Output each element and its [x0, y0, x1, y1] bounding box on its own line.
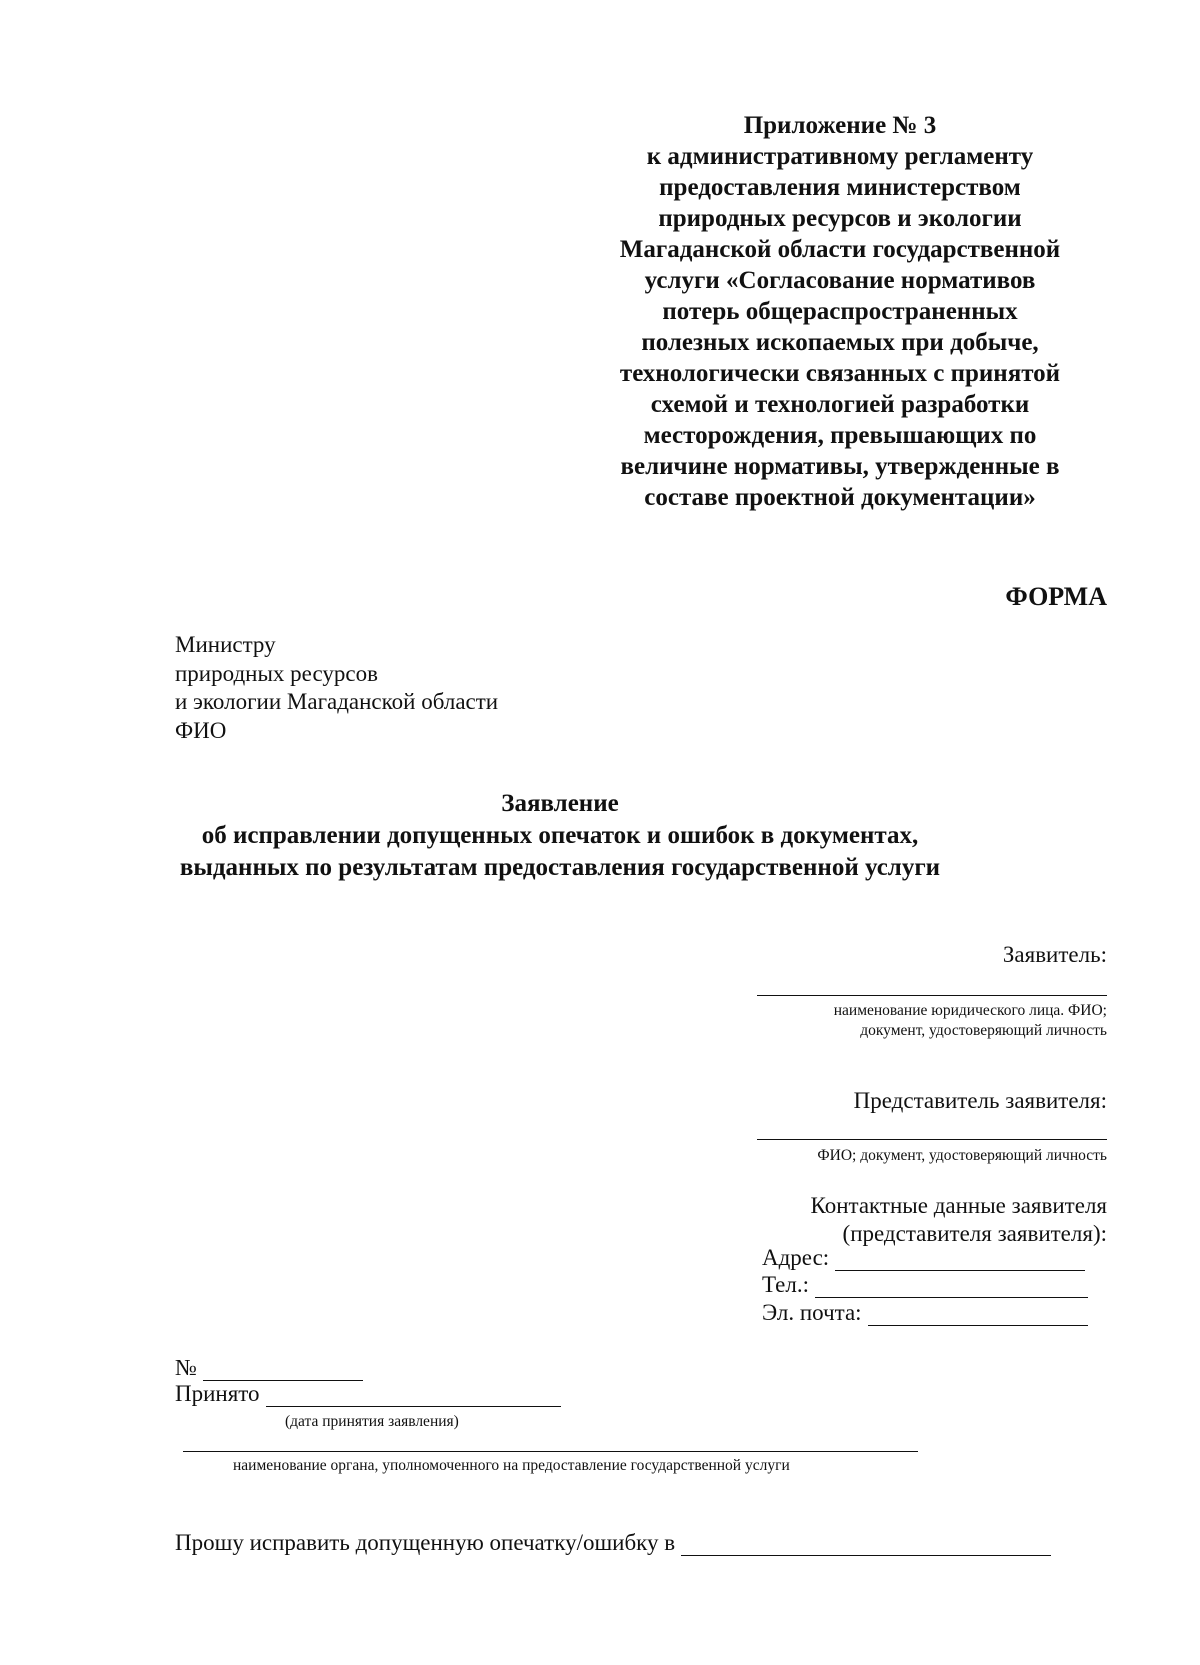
appendix-line: полезных ископаемых при добыче,	[641, 329, 1039, 356]
address-row	[762, 1245, 1085, 1271]
number-field[interactable]	[203, 1358, 363, 1381]
contacts-heading	[811, 1192, 1107, 1248]
email-field[interactable]	[868, 1303, 1088, 1326]
request-row	[175, 1530, 1051, 1556]
title-line: Заявление	[501, 790, 619, 817]
number-row	[175, 1355, 363, 1381]
addressee-line: природных ресурсов	[175, 660, 378, 686]
accepted-row	[175, 1381, 561, 1407]
appendix-line: технологически связанных с принятой	[619, 360, 1061, 387]
applicant-field[interactable]	[757, 995, 1107, 996]
address-field[interactable]	[835, 1248, 1085, 1271]
appendix-line: схемой и технологией разработки	[650, 391, 1030, 418]
address-label: Адрес:	[762, 1245, 830, 1270]
appendix-line: предоставления министерством	[659, 174, 1021, 201]
addressee-line: и экологии Магаданской области	[175, 689, 499, 714]
title-line: об исправлении допущенных опечаток и ошибок в документах,	[201, 822, 919, 849]
representative-label: Представитель заявителя:	[853, 1088, 1107, 1113]
appendix-line: потерь общераспространенных	[662, 298, 1018, 325]
caption-line: документ, удостоверяющий личность	[860, 1022, 1107, 1039]
accepted-label: Принято	[175, 1381, 260, 1406]
email-row	[762, 1300, 1088, 1326]
accepted-caption: (дата принятия заявления)	[285, 1413, 459, 1430]
form-label: ФОРМА	[1005, 582, 1107, 611]
appendix-line: Приложение № 3	[743, 112, 937, 139]
appendix-line: величине нормативы, утвержденные в	[620, 453, 1060, 480]
phone-field[interactable]	[815, 1275, 1088, 1298]
contacts-line: Контактные данные заявителя	[810, 1193, 1107, 1218]
email-label: Эл. почта:	[762, 1300, 862, 1325]
document-title	[160, 788, 960, 884]
phone-label: Тел.:	[762, 1272, 809, 1297]
number-label: №	[175, 1355, 197, 1380]
representative-caption: ФИО; документ, удостоверяющий личность	[817, 1147, 1107, 1164]
applicant-label: Заявитель:	[1002, 942, 1107, 967]
addressee-line: ФИО	[175, 717, 227, 743]
appendix-line: месторождения, превышающих по	[643, 422, 1037, 449]
appendix-header	[590, 110, 1090, 513]
title-line: выданных по результатам предоставления государственной услуги	[179, 854, 941, 881]
organ-field[interactable]	[183, 1451, 918, 1452]
addressee-line: Министру	[175, 632, 276, 657]
phone-row	[762, 1272, 1088, 1298]
appendix-line: природных ресурсов и экологии	[658, 205, 1022, 232]
appendix-line: Магаданской области государственной	[619, 236, 1061, 263]
request-text: Прошу исправить допущенную опечатку/ошибку в	[175, 1530, 676, 1555]
representative-field[interactable]	[757, 1139, 1107, 1140]
addressee-block	[175, 631, 498, 745]
accepted-date-field[interactable]	[266, 1384, 561, 1407]
organ-caption: наименование органа, уполномоченного на предоставление государственной услуги	[233, 1457, 790, 1474]
applicant-caption	[834, 1001, 1107, 1041]
appendix-line: составе проектной документации»	[644, 484, 1036, 511]
appendix-line: к административному регламенту	[646, 143, 1034, 170]
contacts-line: (представителя заявителя):	[842, 1221, 1107, 1246]
caption-line: наименование юридического лица. ФИО;	[833, 1002, 1107, 1019]
request-field[interactable]	[681, 1533, 1051, 1556]
appendix-line: услуги «Согласование нормативов	[644, 267, 1036, 294]
